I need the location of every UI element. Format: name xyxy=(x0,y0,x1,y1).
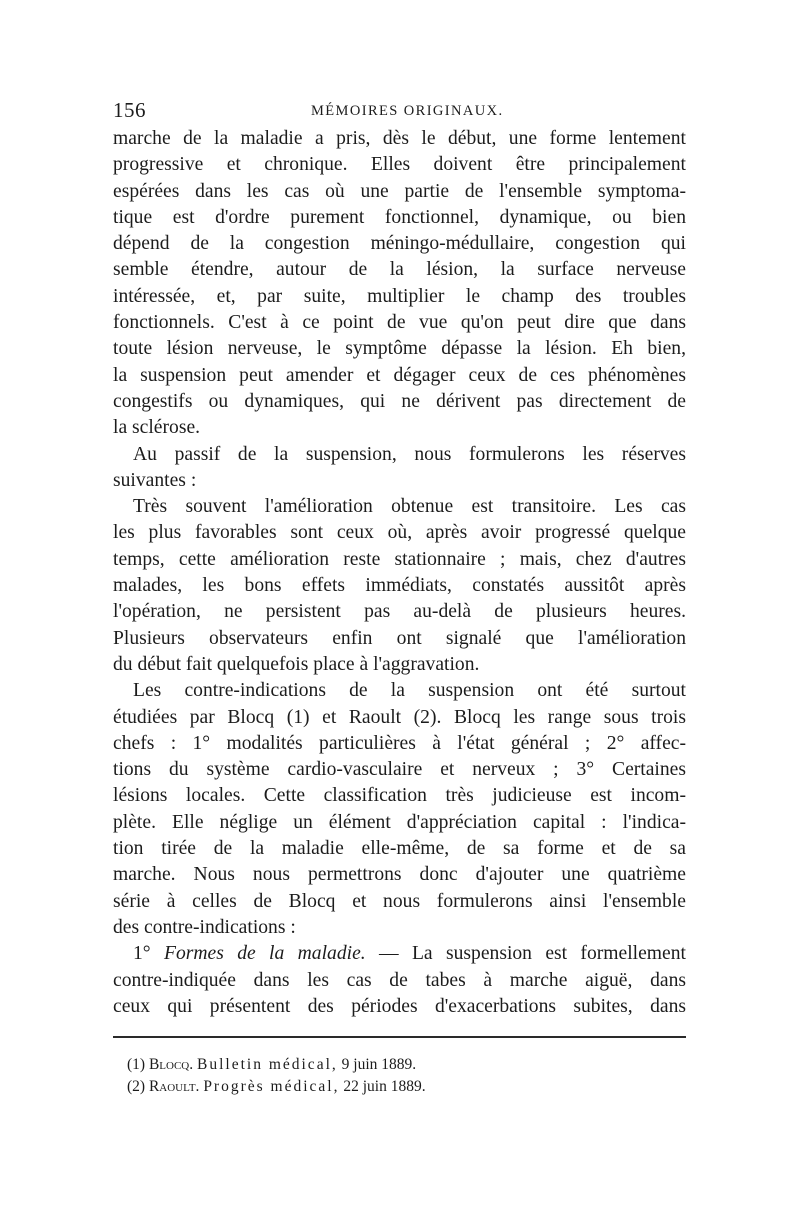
text-line: chefs : 1° modalités particulières à l'état général ; 2° affec- xyxy=(113,732,686,754)
paragraph-start: Les contre-indications de la suspension ont été surtout xyxy=(133,680,686,702)
footnote-date: 22 juin 1889. xyxy=(343,1078,426,1096)
text-line: du début fait quelquefois place à l'aggravation. xyxy=(113,653,480,675)
text-line: marche. Nous nous permettrons donc d'ajouter une quatrième xyxy=(113,864,686,886)
text-line: suivantes : xyxy=(113,469,197,491)
text-line: étudiées par Blocq (1) et Raoult (2). Blocq les range sous trois xyxy=(113,706,686,728)
text-line: malades, les bons effets immédiats, constatés aussitôt après xyxy=(113,575,686,597)
document-page xyxy=(113,96,686,1098)
text-line: plète. Elle néglige un élément d'appréciation capital : l'indica- xyxy=(113,811,686,833)
footnote-journal: Bulletin médical, xyxy=(197,1056,338,1074)
footnote-1 xyxy=(113,1054,686,1076)
footnote-author: Blocq. xyxy=(148,1056,194,1074)
footnote-author: Raoult. xyxy=(148,1078,200,1096)
running-title: MÉMOIRES ORIGINAUX. xyxy=(311,103,504,119)
paragraph-start: Au passif de la suspension, nous formulerons les réserves xyxy=(133,443,686,465)
footnote-divider xyxy=(113,1036,686,1038)
footnote-marker: (2) xyxy=(127,1078,146,1096)
text-line: progressive et chronique. Elles doivent être principalement xyxy=(113,154,686,176)
footnote-date: 9 juin 1889. xyxy=(341,1056,417,1074)
section-title: Formes de la maladie. xyxy=(164,943,366,965)
paragraph-start: Très souvent l'amélioration obtenue est transitoire. Les cas xyxy=(133,496,686,518)
text-line: fonctionnels. C'est à ce point de vue qu'on peut dire que dans xyxy=(113,312,686,334)
text-line: toute lésion nerveuse, le symptôme dépasse la lésion. Eh bien, xyxy=(113,338,686,360)
page-number: 156 xyxy=(113,98,146,122)
text-line: congestifs ou dynamiques, qui ne dérivent pas directement de xyxy=(113,390,686,412)
text-line: des contre-indications : xyxy=(113,916,296,938)
text-line: marche de la maladie a pris, dès le début, une forme lentement xyxy=(113,128,686,149)
text-line: intéressée, et, par suite, multiplier le champ des troubles xyxy=(113,285,686,307)
section-line-rest: — La suspension est formellement xyxy=(365,943,686,965)
footnotes xyxy=(113,1054,686,1098)
footnote-marker: (1) xyxy=(127,1056,146,1074)
text-line: dépend de la congestion méningo-médullaire, congestion qui xyxy=(113,233,686,255)
text-line: les plus favorables sont ceux où, après avoir progressé quelque xyxy=(113,522,686,544)
text-line: espérées dans les cas où une partie de l'ensemble symptoma- xyxy=(113,180,686,202)
text-line: contre-indiquée dans les cas de tabes à marche aiguë, dans xyxy=(113,969,686,991)
footnote-2 xyxy=(113,1076,686,1098)
text-line: lésions locales. Cette classification très judicieuse est incom- xyxy=(113,785,686,807)
text-line: tion tirée de la maladie elle-même, de sa forme et de sa xyxy=(113,838,686,860)
text-line: semble étendre, autour de la lésion, la surface nerveuse xyxy=(113,259,686,281)
body-text xyxy=(113,126,686,1020)
text-line: la suspension peut amender et dégager ceux de ces phénomènes xyxy=(113,364,686,386)
text-line: la sclérose. xyxy=(113,417,201,439)
text-line: ceux qui présentent des périodes d'exacerbations subites, dans xyxy=(113,995,686,1017)
section-number: 1° xyxy=(133,943,151,965)
page-header xyxy=(113,96,686,126)
text-line: l'opération, ne persistent pas au-delà de plusieurs heures. xyxy=(113,601,686,623)
section-heading-line xyxy=(113,941,686,967)
text-line: tions du système cardio-vasculaire et nerveux ; 3° Certaines xyxy=(113,759,686,781)
text-line: temps, cette amélioration reste stationnaire ; mais, chez d'autres xyxy=(113,548,686,570)
footnote-journal: Progrès médical, xyxy=(203,1078,340,1096)
text-line: Plusieurs observateurs enfin ont signalé que l'amélioration xyxy=(113,627,686,649)
text-line: tique est d'ordre purement fonctionnel, dynamique, ou bien xyxy=(113,206,686,228)
text-line: série à celles de Blocq et nous formulerons ainsi l'ensemble xyxy=(113,890,686,912)
